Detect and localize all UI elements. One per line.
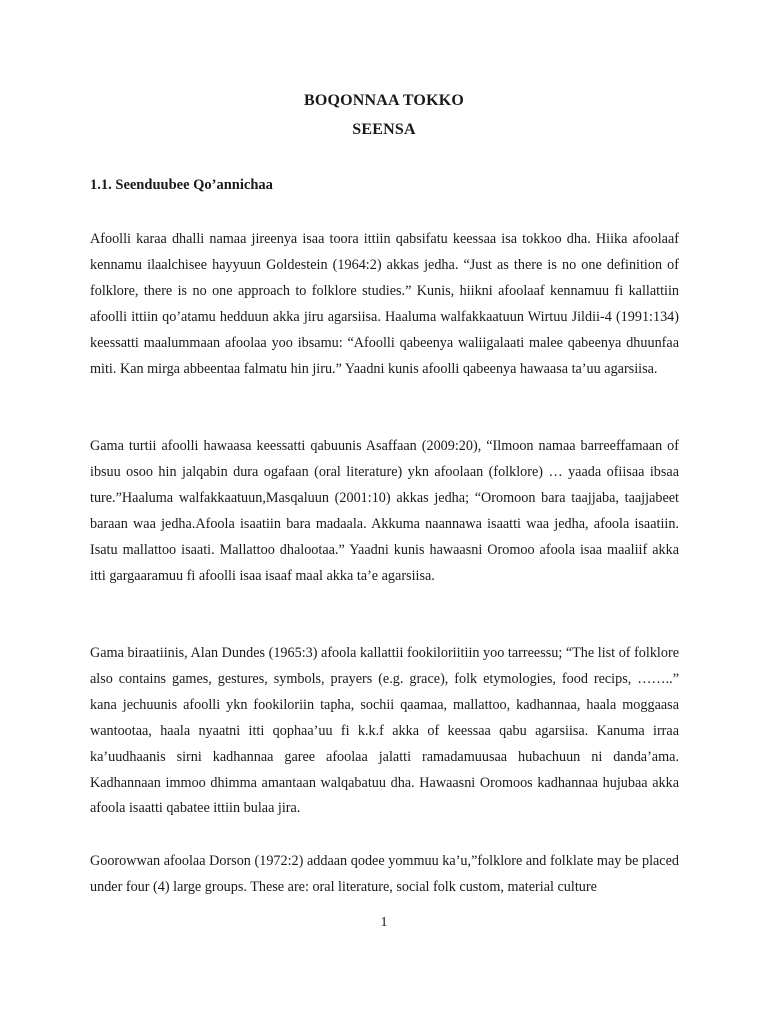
page-number: 1 [380,915,388,930]
chapter-subtitle: SEENSA [352,121,416,138]
paragraph-1: Afoolli karaa dhalli namaa jireenya isaa toora ittiin qabsifatu keessaa isa tokkoo dha. Hiika afoolaaf kennamu ilaalchisee hayyuun Goldestein (1964:2) akkas jedha. “Just as there is no one definition of folklore, there is no one approach to folklore studies.” Kunis, hiikni afoolaaf kennamuu fi kallattiin afoolli ittiin qo’atamu hedduun akka jiru agarsiisa. Haaluma walfakkaatuun Wirtuu Jildii-4 (1991:134) keessatti maalummaan afoolaa yoo ibsamu: “Afoolli qabeenya waliigalaati malee qabeenya dhuunfaa miti. Kan mirga abbeentaa falmatu hin jiru.” Yaadni kunis afoolli qabeenya hawaasa ta’uu agarsiisa. [90,231,679,377]
section-heading: 1.1. Seenduubee Qo’annichaa [90,177,273,193]
paragraph-4: Goorowwan afoolaa Dorson (1972:2) addaan qodee yommuu ka’u,”folklore and folklate may be placed under four (4) large groups. These are: oral literature, social folk custom, material culture [90,853,679,895]
chapter-title: BOQONNAA TOKKO [303,92,465,109]
paragraph-3: Gama biraatiinis, Alan Dundes (1965:3) afoola kallattii fookiloriitiin yoo tarreessu; “The list of folklore also contains games, gestures, symbols, prayers (e.g. grace), folk etymologies, food recips, ……..” kana jechuunis afoolli ykn fookiloriin tapha, sochii qaamaa, mallattoo, kadhannaa, haala moggaasa wantootaa, haala nyaatni itti qophaa’uu fi k.k.f akka of keessaa qabu agarsiisa. Kanuma irraa ka’uudhaanis sirni kadhannaa garee afoolaa jalatti ramadamuusaa hubachuun ni danda’ama. Kadhannaan immoo dhimma amantaan walqabatuu dha. Hawaasni Oromoos kadhannaa hujubaa akka afoola isaatti qabatee ittiin bulaa jira. [90,645,679,817]
paragraph-2: Gama turtii afoolli hawaasa keessatti qabuunis Asaffaan (2009:20), “Ilmoon namaa barreeffamaan of ibsuu osoo hin jalqabin dura ogafaan (oral literature) ykn afoolaan (folklore) … yaada ofiisaa ibsaa ture.”Haaluma walfakkaatuun,Masqaluun (2001:10) akkas jedha; “Oromoon bara taajjaba, taajjabeet baraan waa jedha.Afoola isaatiin bara madaala. Akkuma naannawa isaatti waa jedha, afoola isaatiin. Isatu mallattoo isaati. Mallattoo dhalootaa.” Yaadni kunis hawaasni Oromoo afoola isaa maaliif akka itti gargaaramuu fi afoolli isaa isaaf maal akka ta’e agarsiisa. [90,438,679,584]
